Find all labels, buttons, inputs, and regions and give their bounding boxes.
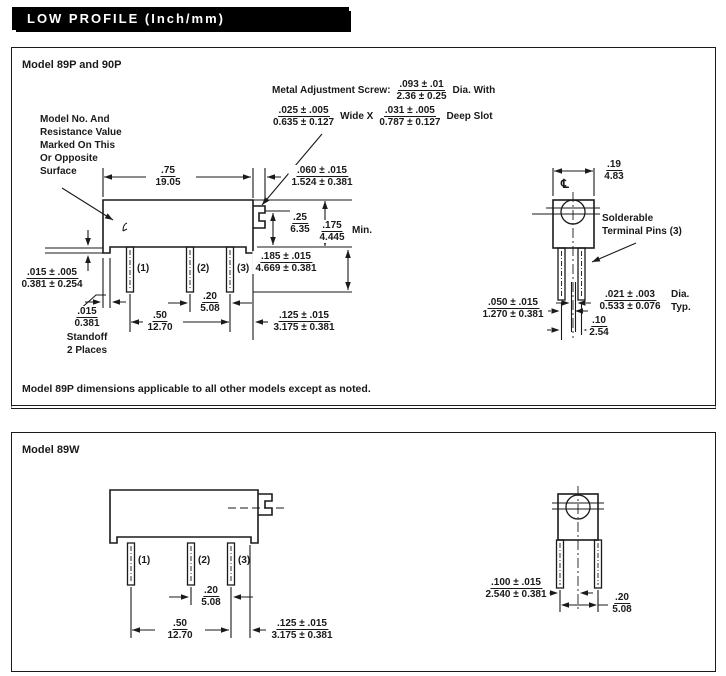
body-side-view-89p <box>103 200 265 253</box>
screw-note-deep-slot: Deep Slot <box>446 111 493 122</box>
terminal-pins-end-89w <box>557 540 602 588</box>
screw-note-wide-x: Wide X <box>340 111 374 122</box>
section-header-title: LOW PROFILE (Inch/mm) <box>27 11 225 26</box>
panel1-title: Model 89P and 90P <box>22 59 122 71</box>
dia-typ-label: Dia. Typ. <box>671 289 691 313</box>
min-label: Min. <box>352 225 372 236</box>
adjustment-screw-profile <box>253 206 265 228</box>
screw-slot-lines <box>532 208 600 214</box>
dim-body-width: $\frac{.75}{19.05}$ <box>152 165 183 188</box>
pin1-label-89w: (1) <box>138 555 151 566</box>
screw-note-dia-with: Dia. With <box>452 85 496 96</box>
screw-note-line1 <box>272 79 495 102</box>
dim-end-offset: $\frac{.125 \pm .015}{3.175 \pm 0.381}$ <box>270 310 337 333</box>
dim-standoff: $\frac{.015}{0.381}$ <box>71 306 102 329</box>
screw-note-line2 <box>272 105 493 128</box>
dim-body-height: $\frac{.25}{6.35}$ <box>287 212 312 235</box>
dim-slot-depth: .031 ± .005 0.787 ± 0.127 <box>379 105 441 128</box>
dim-end-offset-89w: $\frac{.125 \pm .015}{3.175 \pm 0.381}$ <box>268 618 335 641</box>
dim-pin-span-89w: $\frac{.50}{12.70}$ <box>164 618 195 641</box>
pin3-label: (3) <box>237 263 250 274</box>
dim-pin-exposed: $\frac{.185 \pm .015}{4.669 \pm 0.381}$ <box>252 251 319 274</box>
dim-pin-span: $\frac{.50}{12.70}$ <box>144 310 175 333</box>
dim-screw-protrusion: $\frac{.060 \pm .015}{1.524 \pm 0.381}$ <box>288 165 355 188</box>
solderable-pins-note: Solderable Terminal Pins (3) <box>602 213 682 237</box>
marking-symbol <box>123 223 127 231</box>
side-adjust-screw-profile <box>258 494 272 515</box>
dim-body-depth: $\frac{.19}{4.83}$ <box>601 159 626 182</box>
marking-leader-line <box>62 188 113 220</box>
panel1-footnote: Model 89P dimensions applicable to all other models except as noted. <box>22 383 371 395</box>
dim-row-offset-89w: $\frac{.100 \pm .015}{2.540 \pm 0.381}$ <box>482 577 549 600</box>
dim-standoff-height: $\frac{.015 \pm .005}{0.381 \pm 0.254}$ <box>18 267 85 290</box>
screw-note-label: Metal Adjustment Screw: <box>272 85 391 96</box>
dim-bottom-pitch-89w: $\frac{.20}{5.08}$ <box>609 592 634 615</box>
dim-screw-diameter: .093 ± .01 2.36 ± 0.25 <box>396 79 447 102</box>
dim-slot-width: .025 ± .005 0.635 ± 0.127 <box>273 105 335 128</box>
standoff-note: Standoff 2 Places <box>66 332 108 356</box>
dim-pin-diameter: $\frac{.021 \pm .003}{0.533 \pm 0.076}$ <box>596 289 663 312</box>
dim-pin-length-min: $\frac{.175}{4.445}$ <box>316 220 347 243</box>
body-side-view-89w <box>110 490 272 543</box>
pin1-label: (1) <box>137 263 150 274</box>
marking-note: Model No. And Resistance Value Marked On This Or Opposite Surface <box>40 114 122 177</box>
dim-pin-spacing: $\frac{.20}{5.08}$ <box>197 291 222 314</box>
panel2-title: Model 89W <box>22 444 80 456</box>
pin2-label: (2) <box>197 263 210 274</box>
pin3-label-89w: (3) <box>238 555 251 566</box>
pin2-label-89w: (2) <box>198 555 211 566</box>
dim-pin-spacing-89w: $\frac{.20}{5.08}$ <box>198 585 223 608</box>
centerline-symbol: ℄ <box>561 177 569 191</box>
dim-pin-row-offset: $\frac{.050 \pm .015}{1.270 \pm 0.381}$ <box>479 297 546 320</box>
dim-pin-pitch: $\frac{.10}{2.54}$ <box>586 315 611 338</box>
